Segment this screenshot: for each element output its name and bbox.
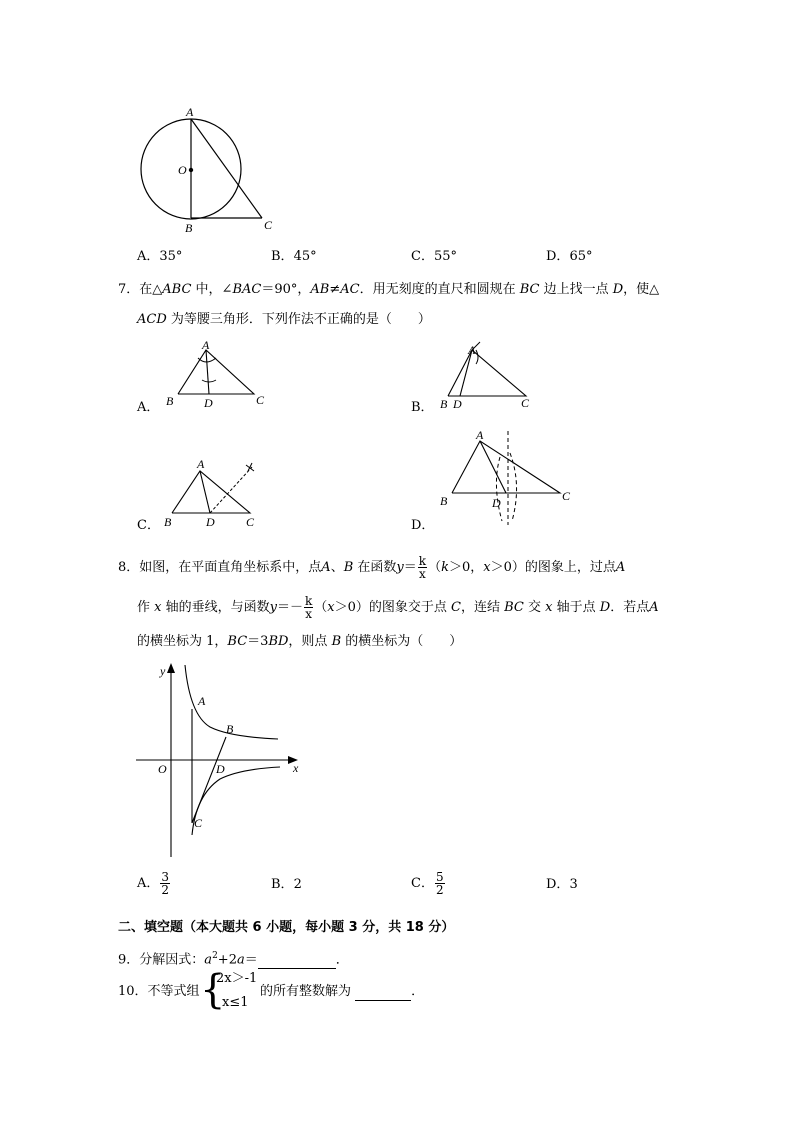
q7c-dashed-bisector xyxy=(210,467,252,513)
q7-option-d-key[interactable]: D． xyxy=(411,518,435,533)
q7d-label-a: A xyxy=(476,428,484,442)
option-key: A． xyxy=(137,249,160,264)
option-key: D． xyxy=(546,249,570,264)
option-key: A． xyxy=(137,876,160,891)
option-key: B． xyxy=(271,877,294,892)
option-fraction: $\frac{3}{2}$ xyxy=(161,870,170,897)
q7d-arc-right xyxy=(510,453,517,521)
q7b-arc xyxy=(476,350,478,364)
q10-inequality-1: 2x＞-1 xyxy=(216,971,258,986)
q6-label-c: C xyxy=(264,218,273,232)
q8-y-axis-arrow xyxy=(167,663,175,673)
q7-stem-line2: ACD 为等腰三角形．下列作法不正确的是（ ） xyxy=(137,312,431,327)
q6-center-dot xyxy=(189,168,193,172)
option-value: 45° xyxy=(293,249,317,264)
q7c-triangle xyxy=(172,471,250,513)
q8-curve-negative xyxy=(192,767,280,835)
q7a-label-d: D xyxy=(204,396,213,410)
q8-label-o: O xyxy=(158,762,167,776)
q7d-arc-left xyxy=(496,457,502,521)
q7a-label-a: A xyxy=(202,338,210,352)
q9-stem: 9．分解因式：$a^2+2a=$ ． xyxy=(118,951,349,968)
q10-tail: 的所有整数解为 ． xyxy=(260,984,425,999)
q7a-triangle xyxy=(178,350,254,394)
option-value: 65° xyxy=(569,249,593,264)
q7b-label-b: B xyxy=(440,397,448,411)
q6-label-b: B xyxy=(185,221,193,235)
section-title-fill-blank: 二、填空题（本大题共 6 小题，每小题 3 分，共 18 分） xyxy=(118,920,455,935)
q6-option-d[interactable] xyxy=(546,249,592,265)
q10-number: 10．不等式组 xyxy=(118,984,200,999)
option-value: 2 xyxy=(293,877,302,892)
q8-segment-bc xyxy=(192,737,226,823)
q7c-label-d: D xyxy=(206,515,215,529)
q7-figure-a xyxy=(160,338,280,413)
q8-label-b: B xyxy=(226,722,234,736)
q7-option-b-key[interactable]: B． xyxy=(411,400,434,415)
q7-figure-b xyxy=(436,338,546,413)
q8-option-d[interactable] xyxy=(546,877,578,893)
q10-inequality-2: x≤1 xyxy=(222,995,249,1010)
q7-option-a-key[interactable]: A． xyxy=(137,400,160,415)
q7d-label-d: D xyxy=(492,496,501,510)
q7-figure-c xyxy=(160,455,270,535)
q6-option-a[interactable] xyxy=(137,249,182,265)
q8-label-a: A xyxy=(198,694,206,708)
option-key: C． xyxy=(411,249,434,264)
q6-figure xyxy=(130,100,280,240)
q8-option-c[interactable] xyxy=(411,871,446,896)
option-key: B． xyxy=(271,249,294,264)
q7b-label-d: D xyxy=(453,397,462,411)
q7c-label-c: C xyxy=(246,515,255,529)
q6-label-o: O xyxy=(178,163,187,177)
q6-option-b[interactable] xyxy=(271,249,317,265)
q7b-label-a: A xyxy=(468,343,476,357)
option-value: 55° xyxy=(433,249,457,264)
q7c-cross-mark xyxy=(246,463,254,471)
q7a-label-b: B xyxy=(166,394,174,408)
option-value: 35° xyxy=(159,249,183,264)
option-key: D． xyxy=(546,877,570,892)
q8-label-y: y xyxy=(160,664,166,678)
q8-fraction-k-over-x: $\frac{k}{x}$ xyxy=(418,554,427,581)
q7c-label-b: B xyxy=(164,515,172,529)
q7a-segment-ad xyxy=(206,350,209,394)
q7d-label-b: B xyxy=(440,494,448,508)
q8-coordinate-figure xyxy=(130,655,310,865)
q7d-triangle xyxy=(452,441,560,493)
q6-label-a: A xyxy=(186,105,194,119)
q7b-triangle xyxy=(448,350,526,396)
option-key: C． xyxy=(411,876,434,891)
q7b-label-c: C xyxy=(521,396,530,410)
q9-answer-blank[interactable] xyxy=(258,952,336,969)
q7c-segment-ad xyxy=(200,471,210,513)
option-fraction: $\frac{5}{2}$ xyxy=(435,870,444,897)
q7a-arc-bottom xyxy=(202,380,216,382)
q7a-label-c: C xyxy=(256,393,265,407)
q8-label-c: C xyxy=(194,816,203,830)
q8-option-a[interactable] xyxy=(137,871,171,896)
q8-stem-line3: 的横坐标为 1，BC＝3BD，则点 B 的横坐标为（ ） xyxy=(137,634,463,649)
q7c-label-a: A xyxy=(197,457,205,471)
q8-option-b[interactable] xyxy=(271,877,302,893)
q8-stem-line1: 8．如图，在平面直角坐标系中，点A、B 在函数y＝ $\frac{k}{x}$ （k＞0，x＞0）的图象上，过点A xyxy=(118,554,626,581)
q10-answer-blank[interactable] xyxy=(355,984,411,1001)
q8-stem-line2: 作 x 轴的垂线，与函数y＝－ $\frac{k}{x}$ （x＞0）的图象交于点 C，连结 BC 交 x 轴于点 D．若点A xyxy=(137,594,659,621)
q10-brace: { xyxy=(200,967,226,1013)
q8-label-d: D xyxy=(216,762,225,776)
q7-figure-d xyxy=(436,425,576,530)
q8-label-x: x xyxy=(293,761,299,775)
option-value: 3 xyxy=(569,877,578,892)
q7d-label-c: C xyxy=(562,489,571,503)
q6-option-c[interactable] xyxy=(411,249,457,265)
q7-option-c-key[interactable]: C． xyxy=(137,518,160,533)
q8-fraction-k-over-x-2: $\frac{k}{x}$ xyxy=(305,594,313,621)
q7-stem-line1: 7．在△ABC 中，∠BAC＝90°，AB≠AC．用无刻度的直尺和圆规在 BC 边上找一点 D，使△ xyxy=(118,282,660,297)
